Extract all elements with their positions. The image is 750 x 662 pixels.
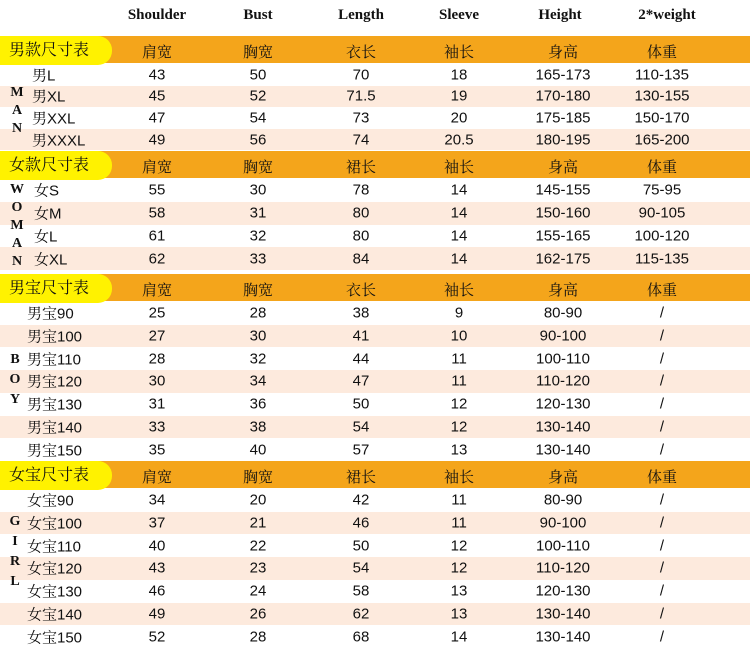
- column-label: 体重: [646, 469, 678, 486]
- size-label: 女S: [34, 182, 60, 200]
- table-cell: 24: [249, 582, 267, 600]
- table-cell: 43: [148, 559, 166, 577]
- size-label: 男宝120: [27, 373, 83, 391]
- table-cell: 50: [249, 66, 267, 84]
- table-cell: /: [659, 327, 665, 345]
- table-cell: 33: [148, 418, 166, 436]
- table-cell: 90-105: [638, 204, 686, 222]
- table-cell: 28: [249, 304, 267, 322]
- table-cell: 165-173: [535, 66, 591, 84]
- table-cell: 130-140: [535, 605, 591, 623]
- size-label: 女宝100: [27, 515, 83, 533]
- table-cell: 42: [352, 491, 370, 509]
- table-cell: 14: [450, 628, 468, 646]
- table-cell: /: [659, 605, 665, 623]
- size-label: 男宝90: [27, 305, 74, 323]
- size-label: 女宝140: [27, 606, 83, 624]
- table-cell: 41: [352, 327, 370, 345]
- table-cell: 49: [148, 605, 166, 623]
- vertical-letter: B: [10, 352, 20, 367]
- table-cell: 165-200: [634, 131, 690, 149]
- table-row: [0, 393, 750, 416]
- size-label: 女宝130: [27, 583, 83, 601]
- column-label: 袖长: [443, 159, 475, 176]
- table-cell: 13: [450, 605, 468, 623]
- table-cell: 49: [148, 131, 166, 149]
- table-cell: 20: [450, 109, 468, 127]
- boy-vertical-label: [1, 350, 29, 410]
- column-label: 裙长: [345, 159, 377, 176]
- table-cell: 23: [249, 559, 267, 577]
- column-label: 肩宽: [141, 469, 173, 486]
- table-cell: 130-140: [535, 628, 591, 646]
- table-cell: 71.5: [346, 87, 376, 105]
- table-cell: 180-195: [535, 131, 591, 149]
- column-label: 胸宽: [242, 44, 274, 61]
- table-cell: 54: [352, 418, 370, 436]
- table-row: [0, 179, 750, 202]
- column-label: 体重: [646, 44, 678, 61]
- table-cell: 57: [352, 441, 370, 459]
- table-cell: 55: [148, 181, 166, 199]
- header-shoulder: Shoulder: [127, 7, 187, 23]
- table-cell: 54: [249, 109, 267, 127]
- vertical-letter: M: [10, 85, 24, 100]
- table-row: [0, 225, 750, 248]
- table-cell: 38: [352, 304, 370, 322]
- table-cell: 12: [450, 559, 468, 577]
- table-cell: 38: [249, 418, 267, 436]
- table-cell: 145-155: [535, 181, 591, 199]
- header-length: Length: [338, 7, 384, 23]
- table-cell: 45: [148, 87, 166, 105]
- column-label: 身高: [547, 282, 579, 299]
- size-label: 男XL: [32, 88, 66, 106]
- table-cell: 170-180: [535, 87, 591, 105]
- size-label: 女宝110: [27, 538, 81, 556]
- vertical-letter: I: [12, 534, 18, 549]
- girl-section-title: 女宝尺寸表: [0, 461, 112, 490]
- table-cell: 32: [249, 350, 267, 368]
- table-cell: 21: [249, 514, 267, 532]
- vertical-letter: A: [11, 236, 23, 251]
- table-cell: 11: [451, 491, 467, 509]
- table-cell: 100-110: [536, 350, 590, 368]
- table-cell: 68: [352, 628, 370, 646]
- size-label: 男宝150: [27, 442, 83, 460]
- table-cell: 110-120: [536, 372, 590, 390]
- table-cell: 11: [451, 514, 467, 532]
- table-cell: 28: [148, 350, 166, 368]
- header-weight: 2*weight: [638, 7, 696, 23]
- girl-vertical-label: [1, 512, 29, 592]
- header-height: Height: [538, 7, 582, 23]
- vertical-letter: O: [9, 372, 21, 387]
- table-row: [0, 129, 750, 151]
- table-cell: 130-140: [535, 441, 591, 459]
- table-cell: 54: [352, 559, 370, 577]
- table-cell: 30: [249, 181, 267, 199]
- table-cell: 20: [249, 491, 267, 509]
- column-label: 肩宽: [141, 44, 173, 61]
- table-row: [0, 534, 750, 557]
- table-cell: /: [659, 582, 665, 600]
- table-cell: 175-185: [535, 109, 591, 127]
- table-cell: 9: [454, 304, 464, 322]
- table-cell: 30: [148, 372, 166, 390]
- table-cell: 43: [148, 66, 166, 84]
- table-cell: 130-155: [634, 87, 690, 105]
- column-label: 肩宽: [141, 282, 173, 299]
- table-cell: 50: [352, 537, 370, 555]
- vertical-letter: A: [11, 103, 23, 118]
- table-row: [0, 302, 750, 325]
- table-cell: /: [659, 514, 665, 532]
- table-cell: 13: [450, 441, 468, 459]
- table-cell: 20.5: [444, 131, 474, 149]
- table-cell: 46: [352, 514, 370, 532]
- size-label: 男宝130: [27, 396, 83, 414]
- size-label: 女宝90: [27, 492, 74, 510]
- table-cell: /: [659, 491, 665, 509]
- table-cell: 56: [249, 131, 267, 149]
- table-cell: 31: [249, 204, 267, 222]
- column-label: 袖长: [443, 469, 475, 486]
- table-cell: 37: [148, 514, 166, 532]
- table-cell: /: [659, 304, 665, 322]
- size-label: 女宝150: [27, 629, 83, 647]
- table-cell: 27: [148, 327, 166, 345]
- column-label: 身高: [547, 44, 579, 61]
- table-cell: 162-175: [535, 250, 591, 268]
- vertical-letter: N: [11, 254, 23, 269]
- table-cell: 73: [352, 109, 370, 127]
- table-cell: 50: [352, 395, 370, 413]
- woman-vertical-label: [3, 181, 31, 271]
- table-row: [0, 86, 750, 108]
- man-section-title: 男款尺寸表: [0, 36, 112, 65]
- table-cell: 26: [249, 605, 267, 623]
- table-row: [0, 370, 750, 393]
- table-row: [0, 202, 750, 225]
- table-cell: 14: [450, 250, 468, 268]
- column-label: 体重: [646, 282, 678, 299]
- table-cell: 70: [352, 66, 370, 84]
- table-cell: 62: [352, 605, 370, 623]
- man-vertical-label: [3, 84, 31, 138]
- table-cell: 120-130: [535, 582, 591, 600]
- table-cell: 22: [249, 537, 267, 555]
- table-row: [0, 603, 750, 626]
- size-label: 女L: [34, 228, 58, 246]
- column-label: 衣长: [345, 44, 377, 61]
- size-label: 女宝120: [27, 560, 83, 578]
- table-cell: 90-100: [539, 327, 587, 345]
- table-cell: 115-135: [635, 250, 689, 268]
- column-label: 衣长: [345, 282, 377, 299]
- table-cell: 58: [352, 582, 370, 600]
- table-cell: /: [659, 628, 665, 646]
- vertical-letter: G: [9, 514, 21, 529]
- table-cell: 14: [450, 181, 468, 199]
- column-label: 胸宽: [242, 282, 274, 299]
- table-row: [0, 416, 750, 439]
- table-row: [0, 580, 750, 603]
- size-label: 男XXL: [32, 110, 76, 128]
- table-row: [0, 625, 750, 648]
- table-cell: 12: [450, 395, 468, 413]
- size-label: 男宝140: [27, 419, 83, 437]
- table-cell: 62: [148, 250, 166, 268]
- table-cell: 40: [148, 537, 166, 555]
- vertical-letter: M: [10, 218, 24, 233]
- table-cell: 25: [148, 304, 166, 322]
- size-label: 女M: [34, 205, 62, 223]
- man-section-header: [0, 36, 750, 63]
- table-cell: /: [659, 559, 665, 577]
- table-cell: 12: [450, 537, 468, 555]
- header-sleeve: Sleeve: [439, 7, 479, 23]
- table-cell: 90-100: [539, 514, 587, 532]
- table-row: [0, 347, 750, 370]
- table-cell: 80: [352, 204, 370, 222]
- vertical-letter: O: [11, 200, 23, 215]
- table-cell: 47: [352, 372, 370, 390]
- column-label: 袖长: [443, 44, 475, 61]
- table-cell: 52: [148, 628, 166, 646]
- table-cell: 100-120: [634, 227, 690, 245]
- table-cell: 52: [249, 87, 267, 105]
- table-cell: 13: [450, 582, 468, 600]
- table-row: [0, 107, 750, 129]
- header-bust: Bust: [243, 7, 273, 23]
- column-label: 胸宽: [242, 469, 274, 486]
- table-cell: 84: [352, 250, 370, 268]
- size-label: 男XXXL: [32, 132, 86, 150]
- woman-section-header: [0, 151, 750, 178]
- size-label: 男宝100: [27, 328, 83, 346]
- table-cell: 14: [450, 204, 468, 222]
- table-row: [0, 512, 750, 535]
- table-cell: /: [659, 350, 665, 368]
- table-cell: 14: [450, 227, 468, 245]
- vertical-letter: R: [9, 554, 21, 569]
- table-row: [0, 247, 750, 270]
- girl-section-header: [0, 461, 750, 488]
- table-cell: 34: [148, 491, 166, 509]
- column-label: 袖长: [443, 282, 475, 299]
- vertical-letter: L: [10, 574, 20, 589]
- table-cell: 75-95: [642, 181, 682, 199]
- table-cell: 78: [352, 181, 370, 199]
- table-cell: 33: [249, 250, 267, 268]
- table-cell: /: [659, 418, 665, 436]
- table-cell: 110-135: [635, 66, 689, 84]
- boy-section-header: [0, 274, 750, 301]
- table-cell: 30: [249, 327, 267, 345]
- table-cell: /: [659, 372, 665, 390]
- table-cell: 12: [450, 418, 468, 436]
- column-label: 体重: [646, 159, 678, 176]
- table-cell: 18: [450, 66, 468, 84]
- table-cell: 32: [249, 227, 267, 245]
- table-cell: 46: [148, 582, 166, 600]
- vertical-letter: Y: [9, 392, 21, 407]
- table-cell: 100-110: [536, 537, 590, 555]
- table-row: [0, 438, 750, 461]
- table-cell: 155-165: [535, 227, 591, 245]
- table-cell: 47: [148, 109, 166, 127]
- table-cell: 58: [148, 204, 166, 222]
- table-row: [0, 489, 750, 512]
- size-label: 男宝110: [27, 351, 81, 369]
- table-cell: 61: [148, 227, 166, 245]
- table-cell: /: [659, 537, 665, 555]
- top-header-row: [0, 0, 750, 32]
- table-cell: 11: [451, 372, 467, 390]
- table-cell: 80-90: [543, 304, 583, 322]
- woman-section-title: 女款尺寸表: [0, 151, 112, 180]
- table-cell: 74: [352, 131, 370, 149]
- table-cell: 150-170: [634, 109, 690, 127]
- table-cell: 80-90: [543, 491, 583, 509]
- column-label: 肩宽: [141, 159, 173, 176]
- column-label: 胸宽: [242, 159, 274, 176]
- table-cell: 120-130: [535, 395, 591, 413]
- table-cell: 36: [249, 395, 267, 413]
- table-row: [0, 325, 750, 348]
- column-label: 裙长: [345, 469, 377, 486]
- table-cell: /: [659, 395, 665, 413]
- table-cell: 110-120: [536, 559, 590, 577]
- size-label: 女XL: [34, 251, 68, 269]
- table-cell: 19: [450, 87, 468, 105]
- column-label: 身高: [547, 469, 579, 486]
- table-cell: 10: [450, 327, 468, 345]
- vertical-letter: N: [11, 121, 23, 136]
- column-label: 身高: [547, 159, 579, 176]
- table-cell: 80: [352, 227, 370, 245]
- table-cell: 31: [148, 395, 166, 413]
- table-cell: /: [659, 441, 665, 459]
- table-row: [0, 64, 750, 86]
- table-cell: 40: [249, 441, 267, 459]
- table-cell: 44: [352, 350, 370, 368]
- table-cell: 150-160: [535, 204, 591, 222]
- boy-section-title: 男宝尺寸表: [0, 274, 112, 303]
- table-cell: 28: [249, 628, 267, 646]
- vertical-letter: W: [10, 182, 24, 197]
- table-cell: 11: [451, 350, 467, 368]
- table-row: [0, 557, 750, 580]
- table-cell: 34: [249, 372, 267, 390]
- table-cell: 130-140: [535, 418, 591, 436]
- size-label: 男L: [32, 67, 56, 85]
- table-cell: 35: [148, 441, 166, 459]
